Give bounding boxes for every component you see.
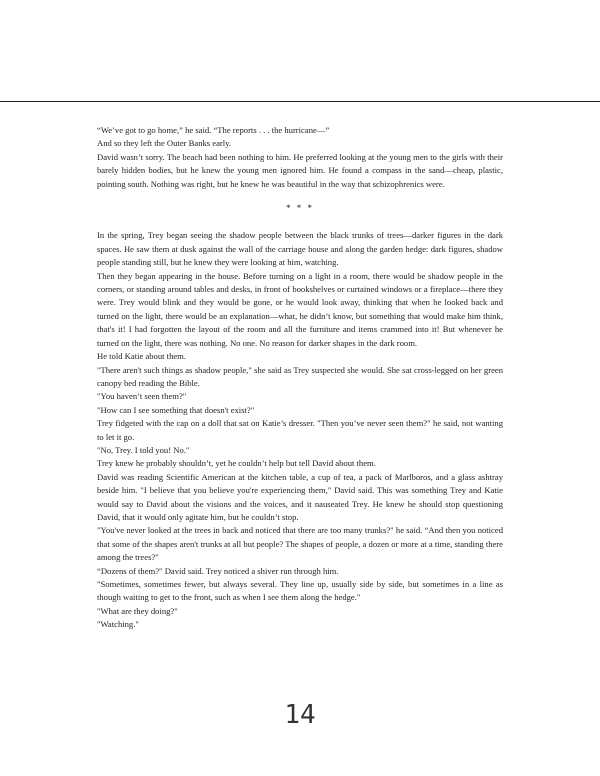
body-text (97, 124, 503, 632)
paragraph: "What are they doing?" (97, 605, 178, 616)
header-rule (0, 101, 600, 102)
paragraph: "Watching." (97, 619, 139, 630)
paragraph: “We’ve got to go home,” he said. “The reports . . . the hurricane—” (97, 125, 330, 135)
paragraph: "You've never looked at the trees in back and noticed that there are too many trunks?" he said. “And then you noticed that some of the shapes aren't trunks at all but people? The shapes of people, a dozen or more at a time, standing there among the trees?" (97, 525, 503, 563)
paragraph: Then they began appearing in the house. Before turning on a light in a room, there would be shadow people in the corners, or standing around tables and desks, in front of bookshelves or curtained windows or a fireplace—there they were. Trey would blink and they would be gone, or he would look away, thinking that when he looked back and turned on the light, there would be an explanation—what, he didn’t know, but something that would make him think, that's it! I had forgotten the layout of the room and all the furniture and items crammed into it! But whenever he turned on the light, there was nothing. No one. No reason for darker shapes in the dark room. (97, 270, 503, 348)
paragraph: "No, Trey. I told you! No." (97, 444, 190, 455)
paragraph: "How can I see something that doesn't exist?" (97, 404, 255, 415)
paragraph: "There aren't such things as shadow people," she said as Trey suspected she would. She sat cross-legged on her green canopy bed reading the Bible. (97, 364, 503, 388)
page-number: 14 (284, 700, 316, 730)
paragraph: "Sometimes, sometimes fewer, but always several. They line up, usually side by side, but sometimes in a line as though waiting to get to the front, such as when I see them along the hedge." (97, 579, 503, 603)
paragraph: David wasn’t sorry. The beach had been nothing to him. He preferred looking at the young men to the girls with their barely hidden bodies, but he knew the young men ignored him. He found a compass in the sand—cheap, plastic, pointing south. Nothing was right, but he knew he was beautiful in the way that schizophrenics were. (97, 151, 503, 189)
paragraph: Trey fidgeted with the cap on a doll that sat on Katie’s dresser. "Then you’ve never seen them?" he said, not wanting to let it go. (97, 418, 503, 442)
paragraph: “Dozens of them?" David said. Trey noticed a shiver run through him. (97, 565, 339, 576)
paragraph: David was reading Scientific American at the kitchen table, a cup of tea, a pack of Marlboros, and a glass ashtray beside him. "I believe that you believe you're experiencing them," David said. This was something Trey and Katie would say to David about the visions and the voices, and it nauseated Trey. He knew he should stop questioning David, that it would only agitate him, but he couldn’t stop. (97, 471, 503, 522)
paragraph: And so they left the Outer Banks early. (97, 138, 232, 149)
paragraph: He told Katie about them. (97, 351, 187, 362)
paragraph: In the spring, Trey began seeing the shadow people between the black trunks of trees—darker figures in the dark spaces. He saw them at dusk against the wall of the carriage house and along the garden hedge: dark figures, shadow people standing still, but he knew they were looking at him, watching. (97, 230, 503, 268)
paragraph: Trey knew he probably shouldn’t, yet he couldn’t help but tell David about them. (97, 458, 376, 469)
paragraph: "You haven’t seen them?" (97, 391, 187, 402)
section-separator: * * * (286, 203, 314, 214)
